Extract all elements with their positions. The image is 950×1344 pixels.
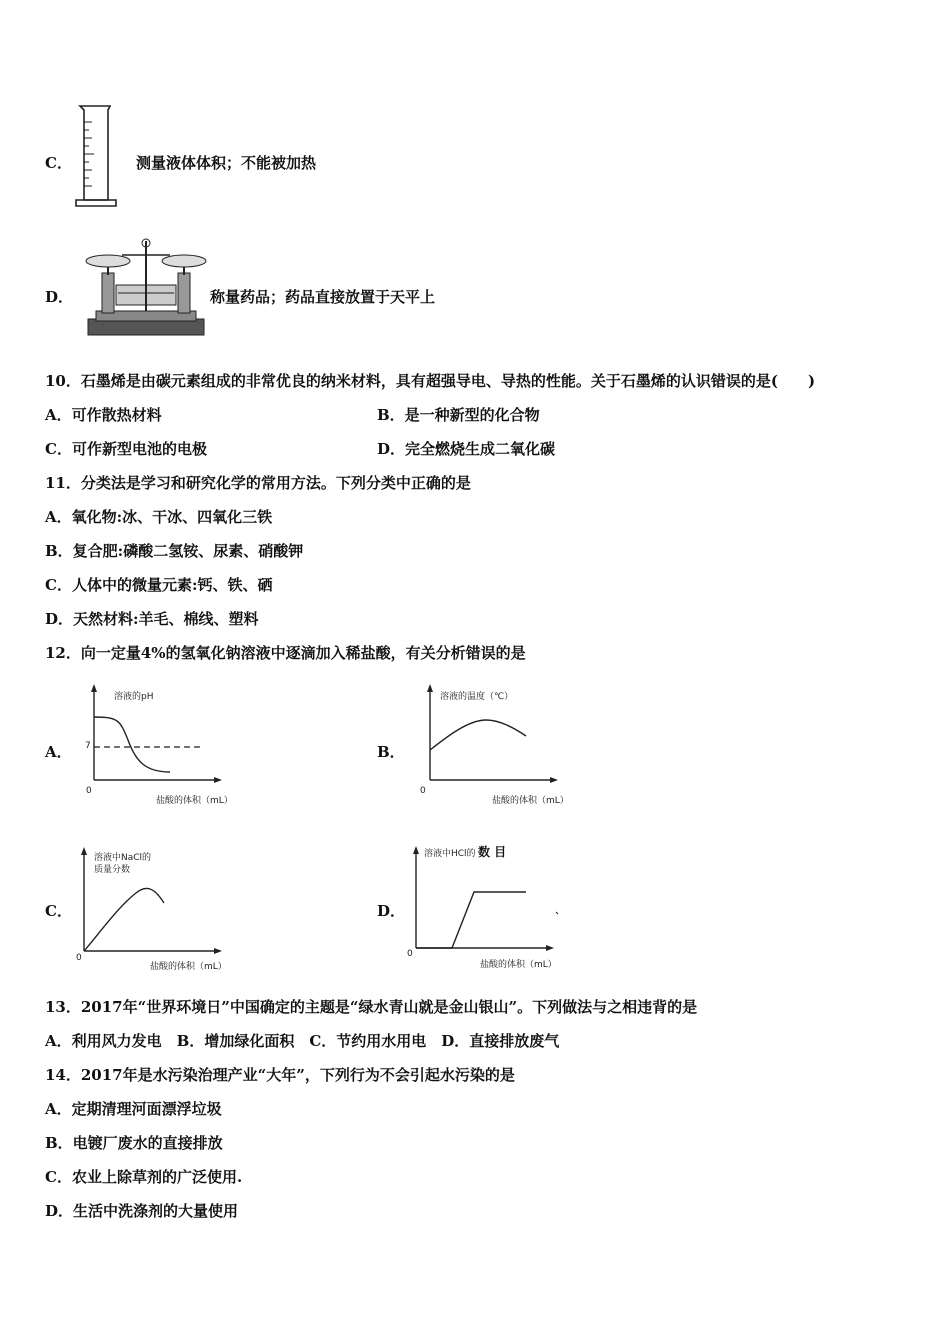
graph-c-ylabel-line2: 质量分数 — [94, 865, 131, 875]
graph-c-origin: 0 — [76, 953, 82, 963]
q13-options: A．利用风力发电 B．增加绿化面积 C．节约用水用电 D．直接排放废气 — [45, 1032, 560, 1050]
q11-stem: 11．分类法是学习和研究化学的常用方法。下列分类中正确的是 — [45, 474, 471, 492]
graph-a-ph-curve — [78, 680, 238, 810]
q13-stem: 13．2017年“世界环境日”中国确定的主题是“绿水青山就是金山银山”。下列做法与之相违背的是 — [45, 998, 698, 1016]
q14-option-c: C．农业上除草剂的广泛使用. — [45, 1168, 243, 1186]
q11-option-d: D．天然材料:羊毛、棉线、塑料 — [45, 610, 259, 628]
q10-option-b: B．是一种新型的化合物 — [377, 406, 540, 424]
graph-a-xlabel: 盐酸的体积（mL） — [156, 796, 233, 806]
balance-scale-icon — [82, 235, 210, 340]
graph-d-ylabel: 溶液中HCl的 — [424, 849, 476, 859]
q14-stem: 14．2017年是水污染治理产业“大年”，下列行为不会引起水污染的是 — [45, 1066, 515, 1084]
q10-option-a: A．可作散热材料 — [45, 406, 162, 424]
q9-option-c-text: 测量液体体积；不能被加热 — [136, 154, 317, 172]
q9-option-d-text: 称量药品；药品直接放置于天平上 — [210, 288, 436, 306]
q11-option-a: A．氧化物:冰、干冰、四氧化三铁 — [45, 508, 273, 526]
q10-option-d: D．完全燃烧生成二氧化碳 — [377, 440, 556, 458]
q12-option-c-label: C． — [45, 902, 72, 920]
q14-option-b: B．电镀厂废水的直接排放 — [45, 1134, 223, 1152]
q11-option-b: B．复合肥:磷酸二氢铵、尿素、硝酸钾 — [45, 542, 304, 560]
graph-d-ylabel-big: 数 目 — [478, 845, 507, 859]
graph-c-xlabel: 盐酸的体积（mL） — [150, 962, 227, 972]
graph-b-xlabel: 盐酸的体积（mL） — [492, 796, 569, 806]
q10-stem: 10．石墨烯是由碳元素组成的非常优良的纳米材料，具有超强导电、导热的性能。关于石墨烯的认识错误的是( ) — [45, 372, 816, 390]
graph-a-ylabel: 溶液的pH — [114, 692, 154, 702]
q9-option-c-label: C． — [45, 154, 72, 172]
graph-d-origin: 0 — [407, 949, 413, 959]
q11-option-c: C．人体中的微量元素:钙、铁、硒 — [45, 576, 273, 594]
graph-b-origin: 0 — [420, 786, 426, 796]
q9-option-d-label: D． — [45, 288, 74, 306]
q12-option-b-label: B． — [377, 743, 405, 761]
q12-option-d-label: D． — [377, 902, 406, 920]
q10-option-c: C．可作新型电池的电极 — [45, 440, 207, 458]
graph-a-tick-7: 7 — [85, 741, 91, 751]
q14-option-d: D．生活中洗涤剂的大量使用 — [45, 1202, 239, 1220]
graduated-cylinder-icon — [72, 102, 122, 210]
q12-stem: 12．向一定量4%的氢氧化钠溶液中逐滴加入稀盐酸，有关分析错误的是 — [45, 644, 526, 662]
q12-option-a-label: A． — [45, 743, 72, 761]
graph-c-ylabel-line1: 溶液中NaCl的 — [94, 853, 152, 863]
graph-a-origin: 0 — [86, 786, 92, 796]
graph-d-xlabel: 盐酸的体积（mL） — [480, 960, 557, 970]
graph-b-ylabel: 溶液的温度（℃） — [440, 692, 514, 702]
q14-option-a: A．定期清理河面漂浮垃圾 — [45, 1100, 222, 1118]
